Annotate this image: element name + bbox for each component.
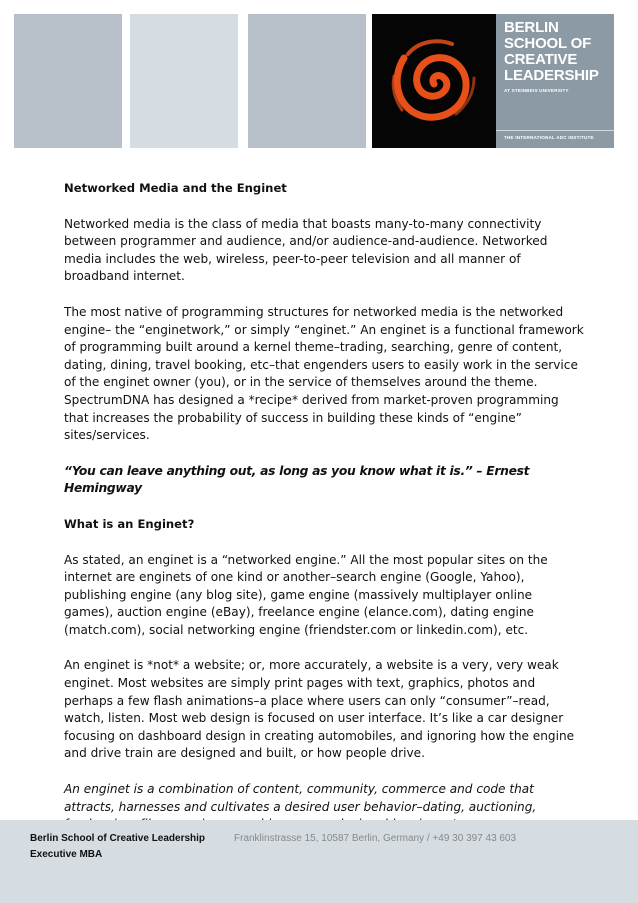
footer-address: Franklinstrasse 15, 10587 Berlin, Germany / +49 30 397 43 603 bbox=[234, 833, 517, 844]
header-panel-grey-2 bbox=[248, 14, 366, 148]
paragraph-not-a-website: An enginet is *not* a website; or, more accurately, a website is a very, very weak enginet. Most websites are simply print pages with text, graphics, photos and perhaps a few flash animations–a place where users can only “consumer”–read, watch, listen. Most web design is focused on user interface. It’s like a car designer focusing on dashboard design in creating automobiles, and ignoring how the engine and drive train are designed and built, or how people drive. bbox=[64, 658, 575, 761]
header-panel-grey bbox=[14, 14, 122, 148]
header-panel-light bbox=[130, 14, 238, 148]
page-footer bbox=[0, 820, 638, 903]
paragraph-enginet-examples: As stated, an enginet is a “networked engine.” All the most popular sites on the internet are enginets of one kind or another–search engine (Google, Yahoo), publishing engine (any blog site), game engine (massively multiplayer online games), auction engine (eBay), freelance engine (elance.com), dating engine (match.com), social networking engine (friendster.com or linkedin.com), etc. bbox=[64, 552, 548, 637]
spiral-logo-icon bbox=[372, 14, 496, 148]
paragraph-networked-media: Networked media is the class of media that boasts many-to-many connectivity between programmer and audience, and/or audience-and-audience. Networked media includes the web, wireless, peer-to-peer television and all manner of broadband internet. bbox=[64, 216, 548, 284]
footer-organization: Berlin School of Creative Leadership Executive MBA bbox=[30, 833, 206, 860]
brand-name: BERLIN SCHOOL OF CREATIVE LEADERSHIP bbox=[504, 19, 599, 84]
document-body bbox=[64, 180, 584, 834]
section-heading-networked-media: Networked Media and the Enginet bbox=[64, 181, 287, 195]
brand-divider bbox=[496, 130, 614, 131]
paragraph-enginet-definition: The most native of programming structures for networked media is the networked engine– the “enginetwork,” or simply “enginet.” An enginet is a functional framework of programming built around a kernel theme–trading, searching, genre of content, dating, dining, travel booking, etc–that engenders users to easily work in the service of the enginet owner (you), or in the service of themselves around the theme. SpectrumDNA has designed a *recipe* derived from market-proven programming that increases the probability of success in building these kinds of “engine” sites/services. bbox=[64, 304, 584, 443]
hemingway-quote: “You can leave anything out, as long as you know what it is.” – Ernest Hemingway bbox=[64, 463, 530, 496]
brand-panel bbox=[496, 14, 614, 148]
brand-subtitle: AT STEINBEIS UNIVERSITY bbox=[504, 88, 569, 93]
brand-tagline: THE INTERNATIONAL ADC INSTITUTE bbox=[504, 135, 594, 140]
section-heading-what-is-enginet: What is an Enginet? bbox=[64, 516, 195, 531]
header-banner bbox=[0, 0, 638, 150]
paragraph-enginet-combination: An enginet is a combination of content, community, commerce and code that attracts, harnesses and cultivates a desired user behavior–dating, auctioning, bbox=[64, 782, 537, 814]
